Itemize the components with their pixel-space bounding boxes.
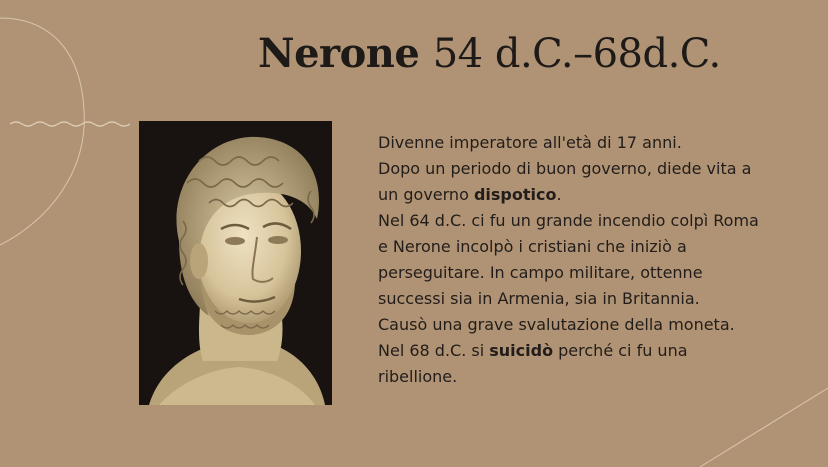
nero-bust-image (139, 121, 332, 405)
body-line (378, 338, 798, 364)
body-line: Nel 64 d.C. ci fu un grande incendio colpì Roma (378, 211, 759, 230)
title-dates: 54 d.C.–68d.C. (432, 31, 721, 77)
body-line: ribellione. (378, 367, 458, 386)
body-line: perseguitare. In campo militare, ottenne (378, 263, 703, 282)
body-text-segment: . (556, 185, 562, 204)
bold-keyword-suicido: suicidò (489, 341, 554, 360)
body-line (378, 182, 798, 208)
body-line: Dopo un periodo di buon governo, diede vita a (378, 159, 752, 178)
slide-title (258, 28, 818, 80)
body-text (378, 130, 798, 390)
bold-keyword-dispotico: dispotico (473, 185, 557, 204)
body-line: Causò una grave svalutazione della moneta. (378, 315, 735, 334)
body-line: Divenne imperatore all'età di 17 anni. (378, 133, 682, 152)
title-name: Nerone (258, 30, 420, 77)
body-text-segment: un governo (378, 185, 474, 204)
body-text-segment: Nel 68 d.C. si (378, 341, 490, 360)
bust-illustration (139, 121, 332, 405)
body-line: successi sia in Armenia, sia in Britannia. (378, 289, 700, 308)
body-line: e Nerone incolpò i cristiani che iniziò a (378, 237, 687, 256)
body-text-segment: perché ci fu una (553, 341, 688, 360)
